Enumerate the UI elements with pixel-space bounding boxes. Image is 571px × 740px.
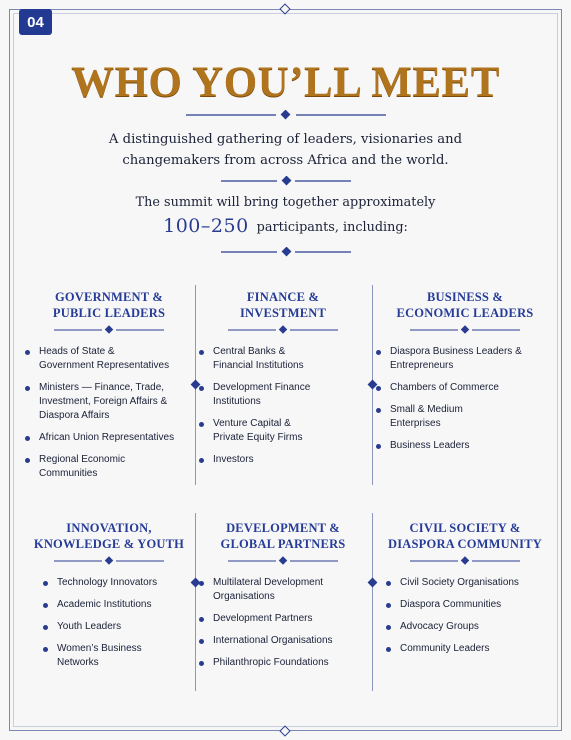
category-list — [375, 576, 555, 656]
list-item-text: Youth Leaders — [57, 621, 122, 632]
title-ornament — [0, 110, 571, 120]
category-ornament — [375, 556, 555, 566]
list-item — [42, 620, 194, 634]
list-item — [198, 417, 368, 445]
intro-text — [0, 129, 571, 171]
page-number-badge: 04 — [19, 9, 52, 35]
list-item-text: Organisations — [213, 591, 275, 602]
category-title: CIVIL SOCIETY & DIASPORA COMMUNITY — [388, 521, 542, 551]
list-item-text: Advocacy Groups — [400, 621, 479, 632]
category-list — [198, 576, 368, 670]
list-item — [42, 598, 194, 612]
participant-count: 100–250 — [163, 215, 249, 237]
category-ornament — [198, 556, 368, 566]
summit-ornament — [0, 247, 571, 257]
list-item-text: African Union Representatives — [39, 432, 175, 443]
list-item — [24, 381, 194, 423]
list-item-text: Diaspora Business Leaders & — [390, 346, 522, 357]
category-title: FINANCE & INVESTMENT — [239, 290, 327, 320]
list-item-text: Chambers of Commerce — [390, 382, 499, 393]
intro-line-2: changemakers from across Africa and the world. — [122, 153, 449, 168]
list-item — [24, 345, 194, 373]
category-ornament — [198, 325, 368, 335]
category-development — [198, 520, 368, 678]
list-item-text: Diaspora Affairs — [39, 410, 110, 421]
list-item — [198, 634, 368, 648]
list-item-text: Institutions — [213, 396, 261, 407]
column-divider — [372, 513, 373, 691]
category-title: GOVERNMENT & PUBLIC LEADERS — [52, 290, 166, 320]
list-item-text: Heads of State & — [39, 346, 115, 357]
category-list — [24, 576, 194, 670]
list-item — [198, 381, 368, 409]
list-item — [198, 453, 368, 467]
list-item — [385, 576, 555, 590]
list-item-text: Investors — [213, 454, 254, 465]
list-item — [198, 656, 368, 670]
summit-line: The summit will bring together approximately — [135, 195, 436, 210]
list-item — [24, 453, 194, 481]
column-divider — [195, 285, 196, 485]
list-item-text: Diaspora Communities — [400, 599, 502, 610]
list-item-text: Academic Institutions — [57, 599, 152, 610]
category-ornament — [24, 556, 194, 566]
list-item — [385, 620, 555, 634]
participant-count-line — [0, 215, 571, 237]
list-item — [375, 381, 555, 395]
list-item — [385, 642, 555, 656]
list-item — [42, 642, 194, 670]
list-item-text: Philanthropic Foundations — [213, 657, 329, 668]
list-item — [375, 439, 555, 453]
list-item — [198, 345, 368, 373]
category-government — [24, 289, 194, 489]
list-item-text: Community Leaders — [400, 643, 490, 654]
list-item — [375, 403, 555, 431]
list-item-text: Development Partners — [213, 613, 313, 624]
list-item-text: Technology Innovators — [57, 577, 158, 588]
category-title: INNOVATION, KNOWLEDGE & YOUTH — [33, 521, 185, 551]
list-item-text: Enterprises — [390, 418, 441, 429]
category-innovation — [24, 520, 194, 678]
intro-line-1: A distinguished gathering of leaders, visionaries and — [108, 132, 463, 147]
intro-ornament — [0, 176, 571, 186]
list-item — [198, 612, 368, 626]
category-list — [198, 345, 368, 467]
list-item-text: Financial Institutions — [213, 360, 304, 371]
column-divider — [195, 513, 196, 691]
category-finance — [198, 289, 368, 475]
list-item — [42, 576, 194, 590]
list-item-text: Government Representatives — [39, 360, 170, 371]
list-item-text: International Organisations — [213, 635, 333, 646]
list-item-text: Women’s Business — [57, 643, 142, 654]
list-item-text: Regional Economic — [39, 454, 126, 465]
list-item-text: Entrepreneurs — [390, 360, 454, 371]
list-item-text: Private Equity Firms — [213, 432, 303, 443]
list-item-text: Business Leaders — [390, 440, 470, 451]
list-item-text: Development Finance — [213, 382, 311, 393]
list-item-text: Civil Society Organisations — [400, 577, 519, 588]
page-title: WHO YOU’LL MEET — [71, 59, 500, 106]
participant-suffix: participants, including: — [256, 220, 408, 235]
list-item-text: Networks — [57, 657, 99, 668]
list-item-text: Investment, Foreign Affairs & — [39, 396, 168, 407]
category-title: DEVELOPMENT & GLOBAL PARTNERS — [220, 521, 346, 551]
column-divider — [372, 285, 373, 485]
list-item — [375, 345, 555, 373]
category-title: BUSINESS & ECONOMIC LEADERS — [396, 290, 534, 320]
list-item — [24, 431, 194, 445]
category-list — [24, 345, 194, 481]
list-item — [198, 576, 368, 604]
list-item-text: Venture Capital & — [213, 418, 291, 429]
category-ornament — [24, 325, 194, 335]
list-item-text: Central Banks & — [213, 346, 286, 357]
list-item-text: Multilateral Development — [213, 577, 324, 588]
category-business — [375, 289, 555, 461]
list-item-text: Ministers — Finance, Trade, — [39, 382, 165, 393]
category-civil-society — [375, 520, 555, 664]
category-list — [375, 345, 555, 453]
list-item-text: Small & Medium — [390, 404, 463, 415]
list-item — [385, 598, 555, 612]
category-ornament — [375, 325, 555, 335]
list-item-text: Communities — [39, 468, 98, 479]
